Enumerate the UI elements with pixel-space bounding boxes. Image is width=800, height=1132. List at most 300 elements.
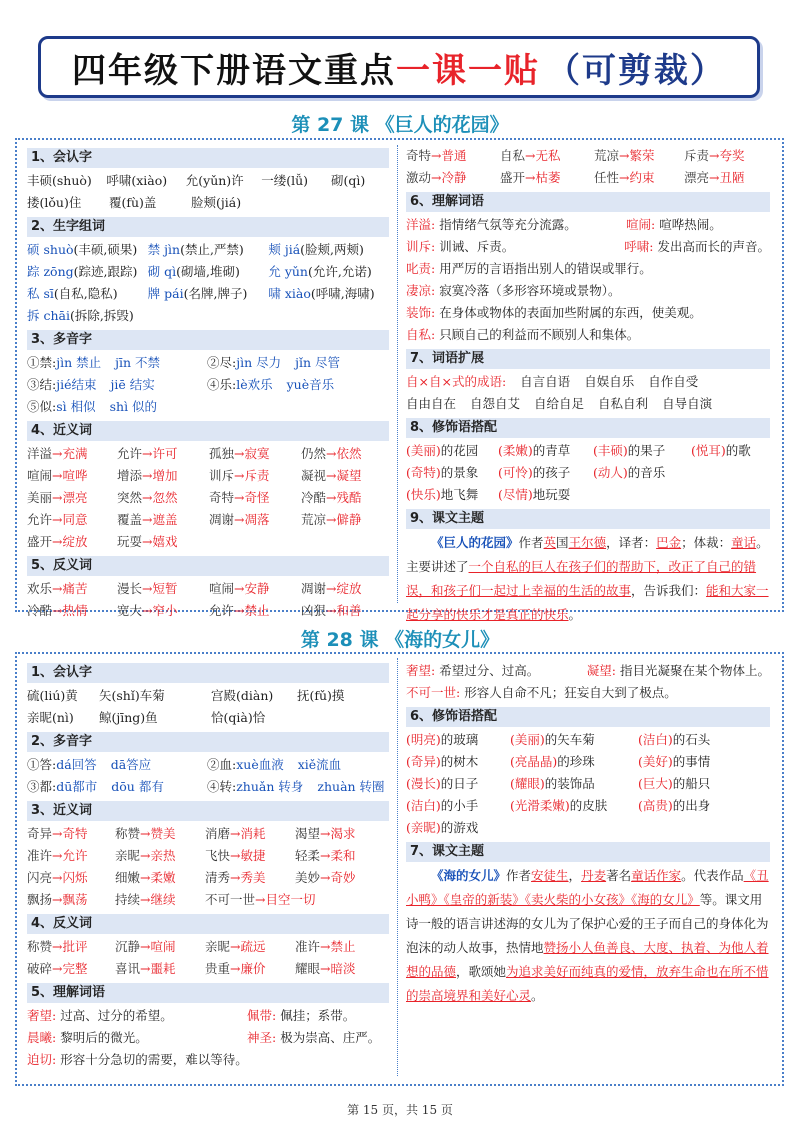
term-meaning: 形容人自命不凡；狂妄自大到了极点。 (460, 685, 677, 700)
lesson-27-divider (397, 145, 398, 603)
polyphone-reading-1: jìn 禁止 (56, 355, 102, 370)
content-row (27, 305, 389, 327)
section-heading: 7、课文主题 (406, 842, 770, 862)
word-b: 奇怪 (244, 490, 270, 505)
row-cell (268, 239, 389, 261)
term-word: 佩带: (247, 1008, 277, 1023)
modified-word: 的事情 (672, 754, 711, 769)
modifier: (可怜) (498, 465, 533, 480)
content-row (406, 729, 770, 751)
definition (406, 660, 587, 682)
header-title-highlight: 一课一贴 (396, 50, 540, 91)
word-b: 亲热 (150, 848, 176, 863)
section-heading: 1、会认字 (27, 663, 389, 683)
content-row (27, 889, 389, 911)
polyphone-reading-2: dā答应 (110, 757, 152, 772)
polyphone-reading-2: xiě流血 (297, 757, 342, 772)
word-a: 准许 (27, 848, 53, 863)
arrow-icon: → (326, 468, 337, 483)
lesson-27-right-column (406, 145, 770, 627)
row-cell (205, 867, 295, 889)
theme-text: 王尔德 (568, 535, 607, 550)
row-cell (117, 509, 209, 531)
arrow-icon: → (326, 603, 337, 618)
row-cell (295, 867, 385, 889)
row-cell (295, 823, 385, 845)
character-words: (允许,允诺) (307, 264, 372, 279)
term-meaning: 只顾自己的利益而不顾别人和集体。 (435, 327, 640, 342)
arrow-icon: → (230, 961, 241, 976)
row-cell (115, 845, 205, 867)
content-row (406, 145, 770, 167)
theme-text: 。主要讲述了 (406, 535, 769, 574)
theme-text: 著名 (606, 868, 632, 883)
word-b: 廉价 (240, 961, 266, 976)
word-b: 秀美 (240, 870, 266, 885)
term-word: 装饰: (406, 305, 436, 320)
row-cell (117, 443, 209, 465)
content-row (406, 393, 770, 415)
arrow-icon: → (326, 512, 337, 527)
word-b: 目空一切 (265, 892, 316, 907)
arrow-icon: → (320, 961, 331, 976)
content-row (406, 371, 770, 393)
definition (247, 1005, 355, 1027)
word-b: 继续 (150, 892, 176, 907)
row-cell (205, 958, 295, 980)
row-cell (295, 936, 385, 958)
content-row (27, 192, 389, 214)
word-b: 喧闹 (150, 939, 176, 954)
word-a: 覆盖 (117, 512, 143, 527)
section-heading: 6、修饰语搭配 (406, 707, 770, 727)
word-b: 奇特 (62, 826, 88, 841)
arrow-icon: → (142, 603, 153, 618)
row-cell (406, 751, 510, 773)
arrow-icon: → (320, 848, 331, 863)
content-row (27, 1027, 389, 1049)
modified-word: 的石头 (672, 732, 711, 747)
word-a: 盛开 (500, 170, 526, 185)
row-cell (211, 707, 297, 729)
arrow-icon: → (52, 534, 63, 549)
word-a: 增添 (117, 468, 143, 483)
row-cell (301, 509, 389, 531)
header-title-main: 四年级下册语文重点 (72, 50, 396, 91)
row-cell (301, 578, 389, 600)
row-cell (301, 443, 389, 465)
content-row (27, 374, 389, 396)
row-cell (115, 867, 205, 889)
term-word: 神圣: (247, 1030, 277, 1045)
word-a: 细嫩 (115, 870, 141, 885)
term-word: 奢望: (27, 1008, 57, 1023)
row-cell (205, 823, 295, 845)
modifier: (柔嫩) (498, 443, 533, 458)
term-meaning: 过高、过分的希望。 (56, 1008, 173, 1023)
row-cell (27, 465, 117, 487)
word-b: 柔和 (330, 848, 356, 863)
content-row (406, 280, 770, 302)
arrow-icon: → (52, 581, 63, 596)
content-row (27, 776, 389, 798)
arrow-icon: → (52, 961, 63, 976)
row-cell (510, 773, 638, 795)
row-cell (115, 958, 205, 980)
definition (406, 214, 626, 236)
polyphone-reading-1: lè欢乐 (236, 377, 273, 392)
row-cell (638, 751, 758, 773)
polyphone-char: ②尽: (207, 355, 237, 370)
content-row (27, 685, 389, 707)
row-cell (209, 578, 301, 600)
term-word: 喧闹: (626, 217, 656, 232)
modifier: (奇特) (406, 465, 441, 480)
row-cell (500, 167, 594, 189)
expansion-word: 自导自演 (662, 396, 713, 411)
theme-text: 。 (531, 988, 544, 1003)
word-a: 冷酷 (27, 603, 53, 618)
word-a: 不可一世 (205, 892, 256, 907)
term-word: 凝望: (586, 663, 617, 678)
theme-text: 能和大家一起分享的快乐才是真正的快乐 (406, 583, 769, 622)
word-a: 持续 (115, 892, 141, 907)
section-heading: 5、反义词 (27, 556, 389, 576)
word-a: 美丽 (27, 490, 53, 505)
word-b: 冷静 (441, 170, 467, 185)
content-row (406, 751, 770, 773)
word-b: 消耗 (240, 826, 266, 841)
word-b: 僻静 (336, 512, 362, 527)
arrow-icon: → (234, 446, 245, 461)
arrow-icon: → (52, 512, 63, 527)
word-a: 孤独 (209, 446, 235, 461)
row-cell (268, 261, 389, 283)
row-cell (261, 170, 331, 192)
content-row (27, 509, 389, 531)
row-cell (117, 531, 209, 553)
definition (406, 236, 624, 258)
modifier: (洁白) (638, 732, 673, 747)
word-b: 安静 (244, 581, 270, 596)
char-pinyin: 覆(fù)盖 (109, 195, 157, 210)
row-cell (406, 795, 510, 817)
definition (27, 1005, 247, 1027)
char-pinyin: 矢(shǐ)车菊 (99, 688, 165, 703)
char-pinyin: 呼啸(xiào) (106, 173, 168, 188)
row-cell (27, 958, 115, 980)
definition (406, 280, 620, 302)
word-b: 敏捷 (240, 848, 266, 863)
section-heading: 8、修饰语搭配 (406, 418, 770, 438)
word-a: 冷酷 (301, 490, 327, 505)
word-a: 凋谢 (209, 512, 235, 527)
word-a: 斥责 (684, 148, 710, 163)
expansion-word: 自作自受 (648, 374, 699, 389)
term-meaning: 寂寞冷落（多形容环境或景物）。 (435, 283, 621, 298)
arrow-icon: → (320, 939, 331, 954)
arrow-icon: → (234, 603, 245, 618)
theme-text: 。代表作品 (681, 868, 744, 883)
row-cell (115, 889, 205, 911)
word-a: 亲昵 (205, 939, 231, 954)
modified-word: 的日子 (440, 776, 479, 791)
term-meaning: 指目光凝聚在某个物体上。 (616, 663, 770, 678)
arrow-icon: → (525, 148, 536, 163)
content-row (27, 487, 389, 509)
row-cell (27, 192, 109, 214)
theme-text: ， (568, 868, 582, 883)
word-b: 残酷 (336, 490, 362, 505)
word-a: 奇特 (209, 490, 235, 505)
term-word: 晨曦: (27, 1030, 57, 1045)
theme-text: ，歌颂她 (456, 964, 507, 979)
character-words: (自私,隐私) (53, 286, 118, 301)
row-cell (406, 484, 498, 506)
arrow-icon: → (142, 490, 153, 505)
arrow-icon: → (320, 826, 331, 841)
word-a: 荒凉 (594, 148, 620, 163)
theme-text: 一个自私的巨人在孩子们的帮助下，改正了自己的错误，和孩子们一起过上幸福的生活的故事 (406, 559, 757, 598)
polyphone-char: ①答: (27, 757, 57, 772)
word-b: 枯萎 (535, 170, 561, 185)
expansion-word: 自怨自艾 (470, 396, 521, 411)
page-header (38, 36, 760, 98)
char-pinyin: 鲸(jīng)鱼 (99, 710, 158, 725)
arrow-icon: → (140, 848, 151, 863)
word-a: 凝视 (301, 468, 327, 483)
row-cell (115, 823, 205, 845)
polyphone-reading-1: xuè血液 (236, 757, 284, 772)
character-words: (丰硕,硕果) (73, 242, 138, 257)
row-cell (406, 817, 510, 839)
section-heading: 3、近义词 (27, 801, 389, 821)
word-a: 仍然 (301, 446, 327, 461)
content-row (27, 823, 389, 845)
arrow-icon: → (142, 534, 153, 549)
arrow-icon: → (619, 148, 630, 163)
row-cell (691, 440, 761, 462)
char-pinyin: 允(yǔn)许 (185, 173, 244, 188)
character-words: (脸颊,两颊) (300, 242, 364, 257)
row-cell (406, 440, 498, 462)
character-pinyin: 砌 qì (147, 264, 177, 279)
theme-text: 巴金 (656, 535, 682, 550)
modifier: (奇异) (406, 754, 441, 769)
content-row (406, 236, 770, 258)
content-row (27, 1005, 389, 1027)
modified-word: 的青草 (532, 443, 571, 458)
header-title-note: （可剪裁） (546, 50, 726, 91)
row-cell (510, 751, 638, 773)
polyphone-reading-1: jìn 尽力 (236, 355, 282, 370)
theme-text: 作者 (506, 868, 532, 883)
arrow-icon: → (52, 490, 63, 505)
row-cell (27, 845, 115, 867)
word-a: 闪亮 (27, 870, 53, 885)
theme-text: 《海的女儿》 (431, 868, 507, 883)
row-cell (205, 889, 316, 911)
row-cell (498, 462, 593, 484)
word-a: 飘扬 (27, 892, 53, 907)
row-cell (27, 889, 115, 911)
content-row (27, 170, 389, 192)
arrow-icon: → (230, 939, 241, 954)
lesson-28-right-column (406, 660, 770, 1008)
arrow-icon: → (326, 490, 337, 505)
term-meaning: 在身体或物体的表面加些附属的东西，使美观。 (435, 305, 702, 320)
char-pinyin: 硫(liú)黄 (27, 688, 78, 703)
char-pinyin: 脸颊(jiá) (191, 195, 242, 210)
polyphone-char: ②血: (207, 757, 237, 772)
content-row (27, 261, 389, 283)
row-cell (593, 440, 691, 462)
lesson-28-divider (397, 658, 398, 1076)
row-cell (301, 487, 389, 509)
char-pinyin: 一缕(lǚ) (261, 173, 309, 188)
row-cell (27, 374, 207, 396)
arrow-icon: → (525, 170, 536, 185)
character-pinyin: 拆 chāi (27, 308, 70, 323)
expansion-word: 自由自在 (406, 396, 457, 411)
modified-word: 的果子 (627, 443, 666, 458)
definition (587, 660, 770, 682)
content-row (27, 531, 389, 553)
arrow-icon: → (234, 512, 245, 527)
content-row (27, 958, 389, 980)
theme-text: 赞扬小人鱼善良、大度、执着、为他人着想的品德 (406, 940, 769, 979)
row-cell (638, 795, 758, 817)
row-cell (297, 685, 377, 707)
row-cell (117, 465, 209, 487)
term-word: 奢望: (406, 663, 436, 678)
arrow-icon: → (142, 512, 153, 527)
char-pinyin: 抚(fǔ)摸 (297, 688, 345, 703)
polyphone-reading-2: jiē 结实 (110, 377, 155, 392)
arrow-icon: → (52, 826, 63, 841)
word-b: 忽然 (152, 490, 178, 505)
content-row (406, 258, 770, 280)
word-b: 赞美 (150, 826, 176, 841)
arrow-icon: → (140, 870, 151, 885)
word-a: 轻柔 (295, 848, 321, 863)
arrow-icon: → (326, 581, 337, 596)
row-cell (510, 729, 638, 751)
character-words: (禁止,严禁) (180, 242, 244, 257)
row-cell (638, 729, 758, 751)
term-word: 训斥: (406, 239, 436, 254)
word-b: 噩耗 (150, 961, 176, 976)
expansion-word: 自×自×式的成语: (406, 374, 507, 389)
row-cell (27, 531, 117, 553)
arrow-icon: → (255, 892, 266, 907)
theme-text: ，译者： (606, 535, 657, 550)
word-a: 漂亮 (684, 170, 710, 185)
definition (406, 324, 639, 346)
row-cell (295, 958, 385, 980)
modified-word: 的小手 (440, 798, 479, 813)
word-b: 凝望 (336, 468, 362, 483)
content-row (406, 773, 770, 795)
row-cell (27, 305, 149, 327)
arrow-icon: → (230, 870, 241, 885)
row-cell (207, 374, 387, 396)
word-b: 斥责 (244, 468, 270, 483)
term-word: 迫切: (27, 1052, 57, 1067)
arrow-icon: → (619, 170, 630, 185)
expansion-word: 自私自利 (598, 396, 649, 411)
row-cell (331, 170, 389, 192)
row-cell (510, 795, 638, 817)
polyphone-char: ③都: (27, 779, 57, 794)
word-b: 痛苦 (62, 581, 88, 596)
section-heading: 5、理解词语 (27, 983, 389, 1003)
row-cell (27, 170, 106, 192)
row-cell (268, 283, 389, 305)
row-cell (207, 352, 387, 374)
row-cell (207, 754, 387, 776)
word-b: 夸奖 (719, 148, 745, 163)
arrow-icon: → (52, 468, 63, 483)
word-a: 欢乐 (27, 581, 53, 596)
content-row (27, 707, 389, 729)
term-word: 叱责: (406, 261, 436, 276)
content-row (27, 1049, 389, 1071)
word-b: 柔嫩 (150, 870, 176, 885)
theme-text: 国 (556, 535, 569, 550)
row-cell (406, 729, 510, 751)
word-a: 喧闹 (27, 468, 53, 483)
word-a: 洋溢 (27, 446, 53, 461)
lesson-27-title: 第 27 课 《巨人的花园》 (291, 114, 509, 136)
word-b: 喧哗 (62, 468, 88, 483)
modified-word: 的船只 (672, 776, 711, 791)
word-b: 寂寞 (244, 446, 270, 461)
word-a: 美妙 (295, 870, 321, 885)
lesson-27-left-column (27, 145, 389, 622)
row-cell (27, 754, 207, 776)
word-a: 沉静 (115, 939, 141, 954)
character-pinyin: 啸 xiào (268, 286, 311, 301)
arrow-icon: → (234, 581, 245, 596)
word-a: 喧闹 (209, 581, 235, 596)
word-b: 凋落 (244, 512, 270, 527)
modifier: (光滑柔嫩) (510, 798, 570, 813)
term-word: 洋溢: (406, 217, 436, 232)
row-cell (27, 707, 99, 729)
modifier: (亮晶晶) (510, 754, 558, 769)
theme-paragraph (406, 531, 770, 627)
modifier: (悦耳) (691, 443, 726, 458)
word-b: 完整 (62, 961, 88, 976)
word-a: 荒凉 (301, 512, 327, 527)
content-row (27, 754, 389, 776)
row-cell (406, 462, 498, 484)
row-cell (593, 462, 691, 484)
row-cell (27, 867, 115, 889)
char-pinyin: 恰(qià)恰 (211, 710, 266, 725)
term-word: 自私: (406, 327, 436, 342)
word-b: 漂亮 (62, 490, 88, 505)
row-cell (109, 192, 191, 214)
word-a: 亲昵 (115, 848, 141, 863)
row-cell (684, 145, 770, 167)
word-a: 消磨 (205, 826, 231, 841)
section-heading: 2、多音字 (27, 732, 389, 752)
modified-word: 的景象 (440, 465, 479, 480)
polyphone-reading-1: zhuǎn 转身 (236, 779, 304, 794)
row-cell (148, 261, 269, 283)
